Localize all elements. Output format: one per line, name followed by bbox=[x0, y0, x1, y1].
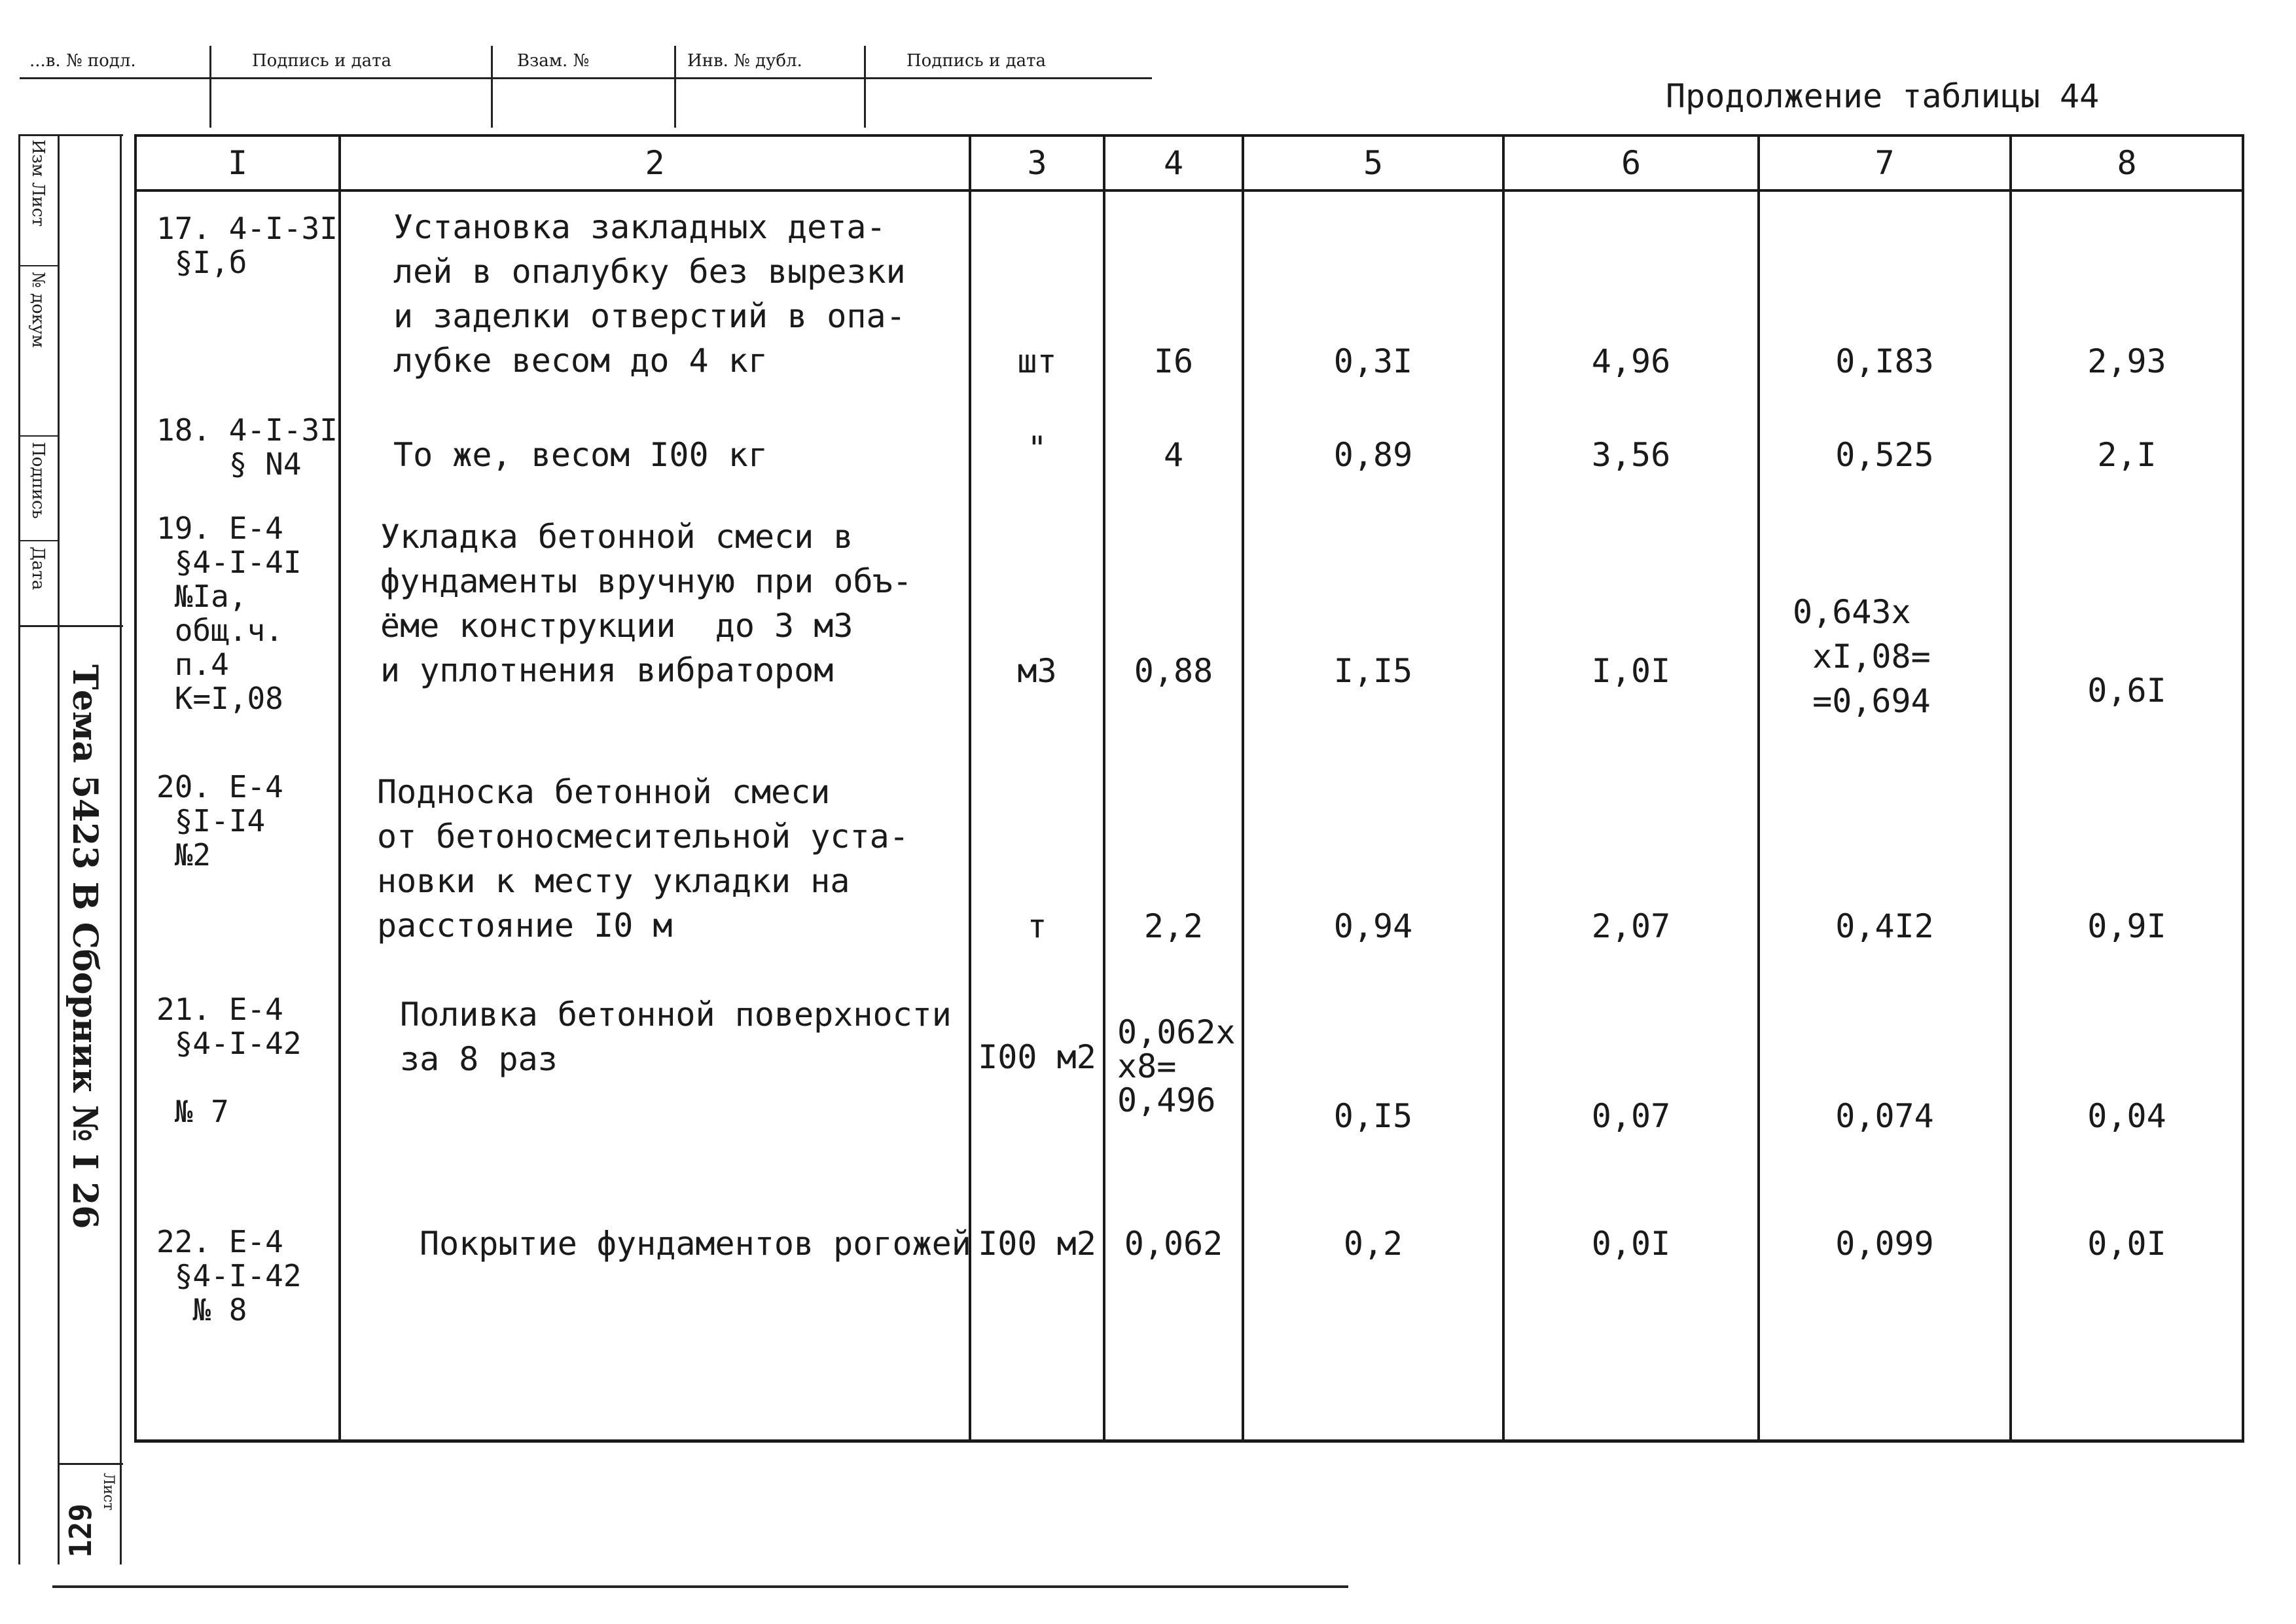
row-value-6: 4,96 bbox=[1591, 342, 1671, 380]
row-value-8: 0,6I bbox=[2087, 672, 2166, 710]
row-value-4: I6 bbox=[1153, 342, 1194, 380]
row-value-6: 0,0I bbox=[1591, 1225, 1671, 1263]
continuation-title: Продолжение таблицы 44 bbox=[1666, 77, 2100, 115]
row-description: Укладка бетонной смеси в фундаменты вручную при объ- ёме конструкции до 3 м3 и уплотнения вибратором bbox=[380, 518, 912, 689]
row-value-8: 0,0I bbox=[2087, 1225, 2166, 1263]
row-ref: 17. 4-I-3I §I,б bbox=[156, 211, 338, 280]
row-description: Покрытие фундаментов рогожей bbox=[420, 1225, 971, 1263]
estimate-table bbox=[134, 134, 2244, 1443]
row-value-6: 3,56 bbox=[1591, 436, 1671, 474]
row-value-5: I,I5 bbox=[1333, 652, 1413, 690]
row-value-5: 0,I5 bbox=[1333, 1097, 1413, 1135]
inv-dubl-label: Инв. № дубл. bbox=[687, 51, 802, 71]
row-ref: 21. Е-4 §4-I-42 № 7 bbox=[156, 992, 302, 1129]
sheet-label: Лист bbox=[100, 1473, 117, 1511]
row-value-7: 0,099 bbox=[1835, 1225, 1934, 1263]
inv-podl-label: ...в. № подл. bbox=[29, 51, 136, 71]
row-unit: I00 м2 bbox=[978, 1225, 1096, 1263]
row-value-8: 2,I bbox=[2097, 436, 2157, 474]
row-value-5: 0,89 bbox=[1333, 436, 1413, 474]
row-value-7: 0,643х хI,08= =0,694 bbox=[1793, 593, 1931, 720]
row-ref: 19. Е-4 §4-I-4I №Iа, общ.ч. п.4 К=I,08 bbox=[156, 511, 302, 716]
table-row bbox=[135, 979, 2243, 1195]
row-description: Подноска бетонной смеси от бетоносмесительной уста- новки к месту укладки на расстояние I0 м bbox=[377, 773, 909, 945]
document-title-vertical: Тема 5423 В Сборник № I 26 bbox=[65, 664, 105, 1229]
col-header-3: 3 bbox=[970, 135, 1104, 190]
row-unit: м3 bbox=[1017, 652, 1057, 690]
row-value-4: 0,062х х8= 0,496 bbox=[1117, 1013, 1236, 1119]
row-value-5: 0,2 bbox=[1343, 1225, 1403, 1263]
row-value-6: 0,07 bbox=[1591, 1097, 1671, 1135]
col-header-1: I bbox=[135, 135, 340, 190]
row-value-6: I,0I bbox=[1591, 652, 1671, 690]
data-label: Дата bbox=[28, 547, 48, 590]
row-description: То же, весом I00 кг bbox=[393, 436, 768, 474]
col-header-2: 2 bbox=[340, 135, 970, 190]
sheet-number: 129 bbox=[63, 1503, 98, 1558]
col-header-5: 5 bbox=[1243, 135, 1503, 190]
row-value-5: 0,3I bbox=[1333, 342, 1413, 380]
col-header-8: 8 bbox=[2011, 135, 2243, 190]
row-unit: I00 м2 bbox=[978, 1038, 1096, 1076]
row-ref: 22. Е-4 §4-I-42 № 8 bbox=[156, 1224, 302, 1327]
vzam-inv-label: Взам. № bbox=[517, 51, 590, 71]
row-value-4: 0,062 bbox=[1124, 1225, 1223, 1263]
podpis-label: Подпись bbox=[28, 442, 48, 519]
row-value-5: 0,94 bbox=[1333, 907, 1413, 945]
izm-list-label: Изм Лист bbox=[28, 139, 48, 227]
table-row bbox=[135, 757, 2243, 979]
left-stamp-column bbox=[18, 134, 123, 1564]
row-unit: т bbox=[1027, 907, 1047, 945]
table-row bbox=[135, 190, 2243, 393]
stamp-header bbox=[20, 39, 1152, 124]
row-description: Поливка бетонной поверхности за 8 раз bbox=[400, 996, 952, 1078]
row-unit: шт bbox=[1017, 342, 1057, 380]
row-value-4: 0,88 bbox=[1134, 652, 1213, 690]
podpis-data-label-1: Подпись и дата bbox=[252, 51, 391, 71]
bottom-rule bbox=[52, 1585, 1348, 1588]
col-header-4: 4 bbox=[1104, 135, 1243, 190]
row-value-8: 0,04 bbox=[2087, 1097, 2166, 1135]
row-ref: 18. 4-I-3I § N4 bbox=[156, 412, 338, 482]
podpis-data-label-2: Подпись и дата bbox=[906, 51, 1046, 71]
row-value-4: 4 bbox=[1163, 436, 1184, 474]
row-value-6: 2,07 bbox=[1591, 907, 1671, 945]
row-description: Установка закладных дета- лей в опалубку без вырезки и заделки отверстий в опа- лубке весом до 4 кг bbox=[393, 208, 906, 380]
header-row bbox=[135, 135, 2243, 190]
row-value-7: 0,525 bbox=[1835, 436, 1934, 474]
row-value-7: 0,I83 bbox=[1835, 342, 1934, 380]
n-dokum-label: № докум bbox=[28, 272, 48, 348]
table-row bbox=[135, 495, 2243, 757]
table-row bbox=[135, 1195, 2243, 1441]
row-value-8: 2,93 bbox=[2087, 342, 2166, 380]
col-header-6: 6 bbox=[1503, 135, 1759, 190]
row-value-8: 0,9I bbox=[2087, 907, 2166, 945]
row-value-7: 0,074 bbox=[1835, 1097, 1934, 1135]
table-row bbox=[135, 393, 2243, 495]
row-ref: 20. Е-4 §I-I4 №2 bbox=[156, 769, 283, 873]
row-unit: " bbox=[1027, 429, 1047, 467]
row-value-7: 0,4I2 bbox=[1835, 907, 1934, 945]
col-header-7: 7 bbox=[1759, 135, 2011, 190]
row-value-4: 2,2 bbox=[1143, 907, 1204, 945]
